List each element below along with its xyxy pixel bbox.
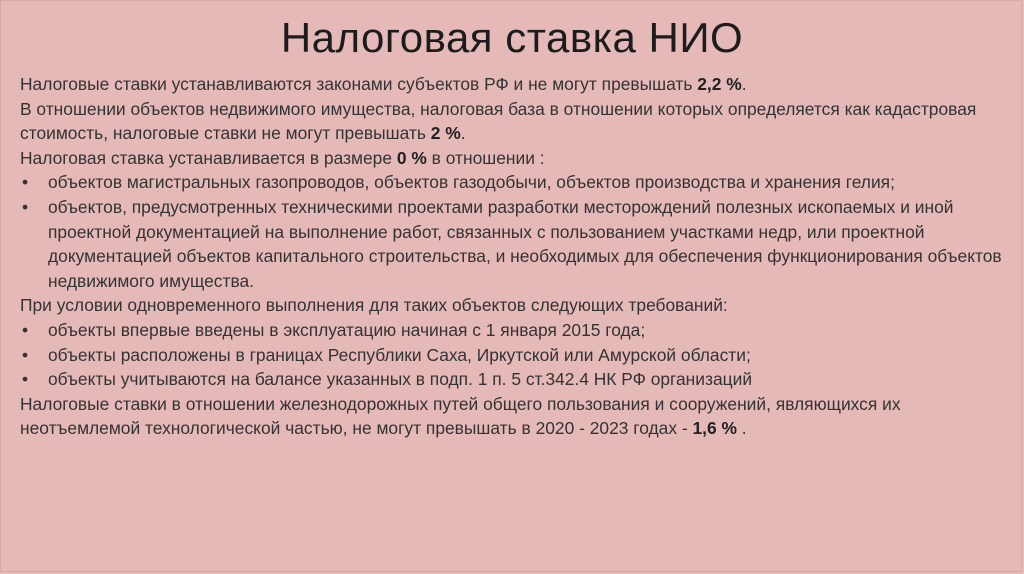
paragraph-zero-rate [20,146,1010,171]
rate-value: 2,2 % [697,74,742,94]
list-item [20,318,1010,343]
paragraph-text: Налоговые ставки в отношении железнодорожных путей общего пользования и сооружений, являющихся их неотъемлемой технологической частью, не могут превышать в 2020 - 2023 годах - [20,393,901,439]
slide-title: Налоговая ставка НИО [280,14,744,61]
list-item-text: объектов магистральных газопроводов, объектов газодобычи, объектов производства и хранения гелия; [48,172,895,193]
list-item [20,195,1010,293]
paragraph-tail: . [736,418,747,439]
slide-content [20,72,1010,441]
list-item [20,367,1010,392]
bullet-icon: • [22,369,29,390]
list-item-text: объектов, предусмотренных техническими проектами разработки месторождений полезных ископаемых и иной проектной документацией на выполнение работ, связанных с пользованием участками недр, или проектной документацией объектов капитального строительства, и необходимых для обеспечения функционирования объектов недвижимого имущества. [48,196,1002,291]
paragraph-railway-rate [20,392,1010,441]
list-item [20,343,1010,368]
list-item-text: объекты впервые введены в эксплуатацию начиная с 1 января 2015 года; [48,319,646,340]
bullet-icon: • [22,196,29,217]
list-item-text: объекты учитываются на балансе указанных в подп. 1 п. 5 ст.342.4 НК РФ организаций [48,369,753,390]
paragraph-text: Налоговые ставки устанавливаются законами субъектов РФ и не могут превышать [20,74,698,94]
paragraph-conditions: При условии одновременного выполнения для таких объектов следующих требований: [20,295,728,316]
bullet-icon: • [22,319,29,340]
paragraph-tail: . [741,74,747,94]
paragraph-cadastral-rate [20,97,1010,146]
paragraph-text: Налоговая ставка устанавливается в размере [20,147,397,168]
list-item [20,170,1010,195]
rate-value: 1,6 % [692,418,737,439]
list-item-text: объекты расположены в границах Республики Саха, Иркутской или Амурской области; [48,344,751,365]
paragraph-tail: . [460,123,466,144]
paragraph-text: В отношении объектов недвижимого имущества, налоговая база в отношении которых определяется как кадастровая стоимость, налоговые ставки не могут превышать [20,98,977,144]
paragraph-max-rate [20,72,1010,97]
rate-value: 2 % [430,123,461,144]
bullet-icon: • [22,172,29,193]
bullet-icon: • [22,344,29,365]
rate-value: 0 % [396,147,427,168]
paragraph-tail: в отношении : [426,147,545,168]
